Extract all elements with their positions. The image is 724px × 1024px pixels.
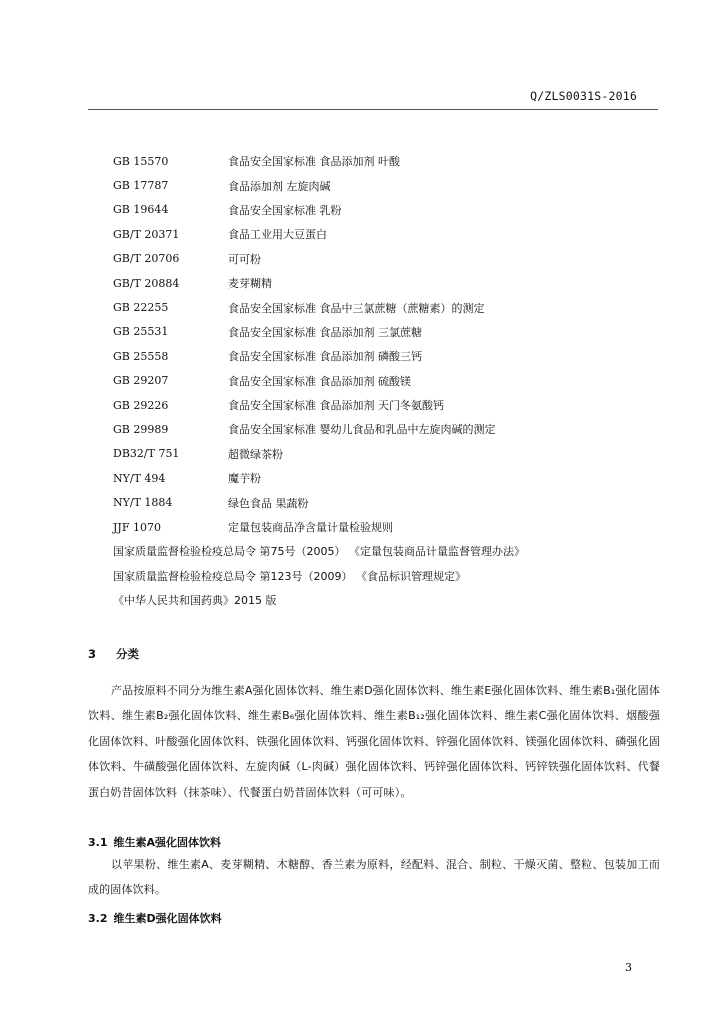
reference-item bbox=[113, 320, 525, 344]
reference-code: GB 29207 bbox=[113, 374, 169, 388]
reference-item bbox=[113, 515, 525, 539]
reference-item bbox=[113, 295, 525, 319]
reference-title: 麦芽糊精 bbox=[228, 277, 272, 291]
reference-title: 绿色食品 果蔬粉 bbox=[228, 496, 309, 510]
section-number: 3.2 bbox=[88, 912, 108, 925]
reference-item bbox=[113, 344, 525, 368]
regulation-item bbox=[113, 588, 525, 612]
reference-title: 食品安全国家标准 乳粉 bbox=[228, 203, 342, 217]
reference-code: GB 29226 bbox=[113, 398, 169, 412]
reference-item bbox=[113, 393, 525, 417]
reference-item bbox=[113, 442, 525, 466]
reference-code: GB/T 20884 bbox=[113, 276, 180, 290]
classification-paragraph: 产品按原料不同分为维生素A强化固体饮料、维生素D强化固体饮料、维生素E强化固体饮料、维生素B₁强化固体饮料、维生素B₂强化固体饮料、维生素B₆强化固体饮料、维生素B₁₂强化固体饮料、维生素C强化固体饮料、烟酸强化固体饮料、叶酸强化固体饮料、铁强化固体饮料、钙强化固体饮料、锌强化固体饮料、镁强化固体饮料、磷强化固体饮料、牛磺酸强化固体饮料、左旋肉碱（L-肉碱）强化固体饮料、钙锌强化固体饮料、钙锌铁强化固体饮料、代餐蛋白奶昔固体饮料（抹茶味）、代餐蛋白奶昔固体饮料（可可味）。 bbox=[88, 684, 660, 799]
section-number: 3 bbox=[88, 647, 97, 661]
section-3-2-heading bbox=[88, 910, 222, 926]
reference-item bbox=[113, 173, 525, 197]
reference-title: 定量包装商品净含量计量检验规则 bbox=[228, 521, 393, 535]
section-3-1-heading bbox=[88, 834, 221, 850]
reference-item bbox=[113, 369, 525, 393]
reference-title: 食品安全国家标准 食品添加剂 三氯蔗糖 bbox=[228, 325, 422, 339]
document-code: Q/ZLS0031S-2016 bbox=[530, 89, 637, 103]
reference-code: JJF 1070 bbox=[113, 520, 161, 534]
regulation-text: 国家质量监督检验检疫总局令 第75号（2005） 《定量包装商品计量监督管理办法》 bbox=[113, 545, 525, 559]
reference-title: 可可粉 bbox=[228, 252, 261, 266]
reference-code: GB 19644 bbox=[113, 203, 169, 217]
reference-title: 食品添加剂 左旋肉碱 bbox=[228, 179, 331, 193]
reference-title: 食品安全国家标准 食品添加剂 叶酸 bbox=[228, 155, 400, 169]
reference-title: 魔芋粉 bbox=[228, 472, 261, 486]
section-title: 分类 bbox=[116, 647, 139, 661]
reference-item bbox=[113, 222, 525, 246]
reference-code: NY/T 1884 bbox=[113, 496, 173, 510]
reference-code: GB/T 20371 bbox=[113, 227, 180, 241]
reference-code: GB 25531 bbox=[113, 325, 169, 339]
reference-title: 食品安全国家标准 婴幼儿食品和乳品中左旋肉碱的测定 bbox=[228, 423, 496, 437]
section-3-1-paragraph: 以苹果粉、维生素A、麦芽糊精、木糖醇、香兰素为原料，经配料、混合、制粒、干燥灭菌、整粒、包装加工而成的固体饮料。 bbox=[88, 858, 660, 897]
reference-code: NY/T 494 bbox=[113, 471, 166, 485]
header-divider bbox=[88, 109, 658, 110]
section-3-heading bbox=[88, 646, 139, 662]
reference-item bbox=[113, 490, 525, 514]
regulation-text: 国家质量监督检验检疫总局令 第123号（2009） 《食品标识管理规定》 bbox=[113, 569, 466, 583]
regulation-text: 《中华人民共和国药典》2015 版 bbox=[113, 594, 277, 608]
reference-title: 食品安全国家标准 食品中三氯蔗糖（蔗糖素）的测定 bbox=[228, 301, 485, 315]
reference-code: GB 17787 bbox=[113, 179, 169, 193]
reference-title: 食品安全国家标准 食品添加剂 天门冬氨酸钙 bbox=[228, 399, 444, 413]
normative-references-list bbox=[113, 149, 525, 612]
regulation-item bbox=[113, 564, 525, 588]
reference-code: GB/T 20706 bbox=[113, 252, 180, 266]
reference-item bbox=[113, 271, 525, 295]
page-number: 3 bbox=[625, 961, 632, 974]
reference-code: GB 22255 bbox=[113, 301, 169, 315]
reference-code: GB 29989 bbox=[113, 422, 169, 436]
reference-code: GB 15570 bbox=[113, 154, 169, 168]
reference-code: DB32/T 751 bbox=[113, 447, 180, 461]
reference-item bbox=[113, 149, 525, 173]
reference-code: GB 25558 bbox=[113, 349, 169, 363]
section-title: 维生素D强化固体饮料 bbox=[113, 912, 222, 925]
section-title: 维生素A强化固体饮料 bbox=[113, 836, 222, 849]
reference-item bbox=[113, 247, 525, 271]
reference-title: 超微绿茶粉 bbox=[228, 447, 283, 461]
reference-item bbox=[113, 417, 525, 441]
reference-item bbox=[113, 198, 525, 222]
reference-title: 食品安全国家标准 食品添加剂 硫酸镁 bbox=[228, 374, 411, 388]
reference-title: 食品安全国家标准 食品添加剂 磷酸三钙 bbox=[228, 350, 422, 364]
regulation-item bbox=[113, 539, 525, 563]
reference-title: 食品工业用大豆蛋白 bbox=[228, 228, 327, 242]
section-number: 3.1 bbox=[88, 836, 108, 849]
reference-item bbox=[113, 466, 525, 490]
